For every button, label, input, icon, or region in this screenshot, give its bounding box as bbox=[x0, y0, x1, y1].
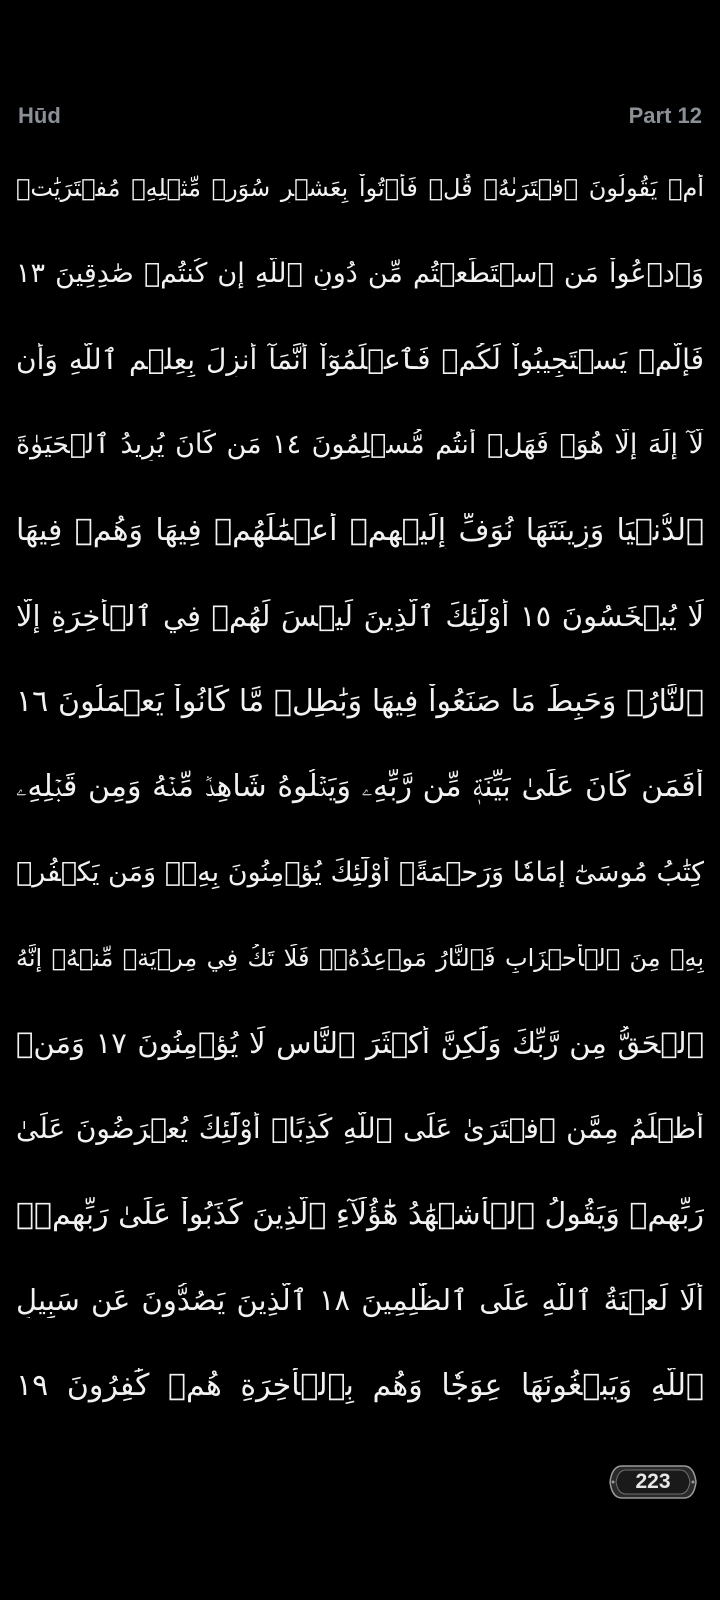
quran-page-text bbox=[16, 146, 704, 1429]
text-line-content: لَّآ إِلَٰهَ إِلَّا هُوَۖ فَهَلۡ أَنتُم مُّسۡلِمُونَ ١٤ مَن كَانَ يُرِيدُ ٱلۡحَيَوٰةَ bbox=[16, 429, 704, 461]
text-line bbox=[16, 1258, 704, 1344]
text-line-content: ٱللَّهِ وَيَبۡغُونَهَا عِوَجٗا وَهُم بِٱلۡأٓخِرَةِ هُمۡ كَٰفِرُونَ ١٩ bbox=[16, 1367, 704, 1403]
text-line-content: ٱلۡحَقُّ مِن رَّبِّكَ وَلَٰكِنَّ أَكۡثَرَ ٱلنَّاسِ لَا يُؤۡمِنُونَ ١٧ وَمَنۡ bbox=[16, 1026, 704, 1061]
text-line-content: أَمۡ يَقُولُونَ ٱفۡتَرَىٰهُۖ قُلۡ فَأۡتُواْ بِعَشۡرِ سُوَرٖ مِّثۡلِهِۦ مُفۡتَرَيَٰتٖ bbox=[16, 174, 704, 203]
text-line bbox=[16, 146, 704, 232]
text-line-content: فَإِلَّمۡ يَسۡتَجِيبُواْ لَكُمۡ فَٱعۡلَمُوٓاْ أَنَّمَآ أُنزِلَ بِعِلۡمِ ٱللَّهِ وَأَن bbox=[16, 342, 704, 376]
text-line-content: لَا يُبۡخَسُونَ ١٥ أُوْلَٰٓئِكَ ٱلَّذِينَ لَيۡسَ لَهُمۡ فِي ٱلۡأٓخِرَةِ إِلَّا bbox=[16, 598, 704, 633]
text-line bbox=[16, 830, 704, 916]
text-line bbox=[16, 1172, 704, 1258]
page-number-badge bbox=[608, 1462, 698, 1502]
part-label: Part 12 bbox=[628, 103, 702, 128]
text-line-content: ٱلدُّنۡيَا وَزِينَتَهَا نُوَفِّ إِلَيۡهِمۡ أَعۡمَٰلَهُمۡ فِيهَا وَهُمۡ فِيهَا bbox=[16, 512, 704, 548]
text-line-content: ٱلنَّارُۖ وَحَبِطَ مَا صَنَعُواْ فِيهَا وَبَٰطِلٞ مَّا كَانُواْ يَعۡمَلُونَ ١٦ bbox=[16, 683, 704, 719]
text-line bbox=[16, 659, 704, 745]
text-line-content: كِتَٰبُ مُوسَىٰٓ إِمَامٗا وَرَحۡمَةًۚ أُوْلَٰٓئِكَ يُؤۡمِنُونَ بِهِۦۚ وَمَن يَكۡفُرۡ bbox=[16, 856, 704, 888]
text-line-content: أَفَمَن كَانَ عَلَىٰ بَيِّنَةٖ مِّن رَّبِّهِۦ وَيَتۡلُوهُ شَاهِدٞ مِّنۡهُ وَمِن قَبۡلِهِۦ bbox=[16, 769, 704, 805]
text-line bbox=[16, 1087, 704, 1173]
text-line bbox=[16, 403, 704, 489]
text-line-content: أَظۡلَمُ مِمَّنِ ٱفۡتَرَىٰ عَلَى ٱللَّهِ كَذِبًاۚ أُوْلَٰٓئِكَ يُعۡرَضُونَ عَلَىٰ bbox=[16, 1112, 704, 1146]
page-number: 223 bbox=[635, 1470, 671, 1493]
page-header bbox=[18, 96, 702, 136]
text-line-content: بِهِۦ مِنَ ٱلۡأَحۡزَابِ فَٱلنَّارُ مَوۡعِدُهُۥۚ فَلَا تَكُ فِي مِرۡيَةٖ مِّنۡهُۚ إِنَّهُ bbox=[16, 943, 704, 972]
text-line-content: أَلَا لَعۡنَةُ ٱللَّهِ عَلَى ٱلظَّٰلِمِينَ ١٨ ٱلَّذِينَ يَصُدُّونَ عَن سَبِيلِ bbox=[16, 1282, 704, 1317]
text-line bbox=[16, 232, 704, 318]
text-line bbox=[16, 574, 704, 660]
text-line bbox=[16, 1001, 704, 1087]
text-line bbox=[16, 317, 704, 403]
text-line-content: وَٱدۡعُواْ مَنِ ٱسۡتَطَعۡتُم مِّن دُونِ ٱللَّهِ إِن كُنتُمۡ صَٰدِقِينَ ١٣ bbox=[16, 258, 704, 290]
text-line bbox=[16, 488, 704, 574]
text-line-content: رَبِّهِمۡ وَيَقُولُ ٱلۡأَشۡهَٰدُ هَٰٓؤُلَآءِ ٱلَّذِينَ كَذَبُواْ عَلَىٰ رَبِّهِمۡۚ bbox=[16, 1196, 704, 1232]
text-line bbox=[16, 1343, 704, 1429]
text-line bbox=[16, 916, 704, 1002]
text-line bbox=[16, 745, 704, 831]
surah-name: Hūd bbox=[18, 103, 61, 128]
